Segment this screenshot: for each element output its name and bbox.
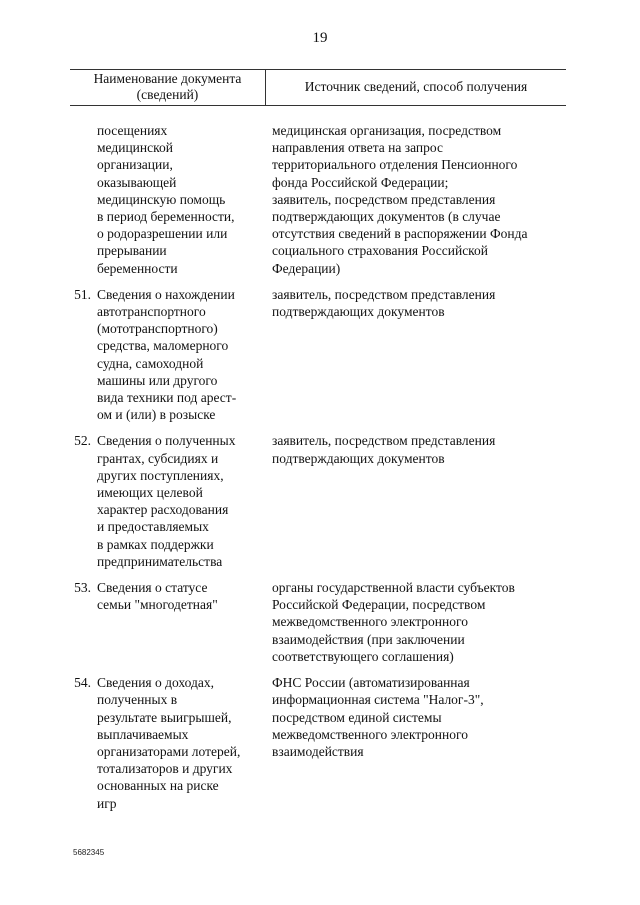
row-number: 51. bbox=[74, 286, 91, 302]
source-cell: медицинская организация, посредством направления ответа на запрос территориального отделения Пенсионного фонда Российской Федерации; заявитель, посредством представления подтверждающих документов (в случае отсутствия сведений в распоряжении Фонда социального страхования Российской Федерации) bbox=[272, 123, 528, 276]
column-header-source: Источник сведений, способ получения bbox=[304, 79, 528, 94]
document-id: 5682345 bbox=[73, 848, 105, 857]
table-row bbox=[0, 674, 640, 812]
row-number bbox=[0, 122, 97, 277]
table-row bbox=[0, 432, 640, 570]
table-row bbox=[0, 579, 640, 665]
source-cell: ФНС России (автоматизированная информационная система "Налог-3", посредством единой системы межведомственного электронного взаимодействия bbox=[272, 675, 484, 759]
table-header-top-rule bbox=[70, 69, 566, 70]
table-body bbox=[0, 122, 640, 812]
page-number: 19 bbox=[312, 30, 328, 46]
table-header-bottom-rule bbox=[70, 105, 566, 106]
row-number: 52. bbox=[74, 433, 91, 449]
row-number: 54. bbox=[74, 675, 91, 691]
column-header-document-name: Наименование документа (сведений) bbox=[93, 71, 242, 102]
document-name-cell: посещениях медицинской организации, оказывающей медицинскую помощь в период беременности, о родоразрешении или прерывании беременности bbox=[97, 123, 235, 276]
table-row bbox=[0, 286, 640, 424]
source-cell: заявитель, посредством представления подтверждающих документов bbox=[272, 433, 496, 466]
document-name-cell: Сведения о нахождении автотранспортного (мототранспортного) средства, маломерного судна, самоходной машины или другого вида техники под арест- ом и (или) в розыске bbox=[97, 286, 237, 423]
table-row bbox=[0, 122, 640, 277]
source-cell: органы государственной власти субъектов Российской Федерации, посредством межведомственного электронного взаимодействия (при заключении соответствующего соглашения) bbox=[272, 580, 515, 664]
document-name-cell: Сведения о доходах, полученных в результате выигрышей, выплачиваемых организаторами лотерей, тотализаторов и других основанных на риске игр bbox=[97, 675, 241, 811]
row-number: 53. bbox=[74, 580, 91, 596]
document-name-cell: Сведения о полученных грантах, субсидиях и других поступлениях, имеющих целевой характер расходования и предоставляемых в рамках поддержки предпринимательства bbox=[97, 433, 236, 569]
document-name-cell: Сведения о статусе семьи "многодетная" bbox=[97, 580, 218, 613]
source-cell: заявитель, посредством представления подтверждающих документов bbox=[272, 286, 496, 320]
